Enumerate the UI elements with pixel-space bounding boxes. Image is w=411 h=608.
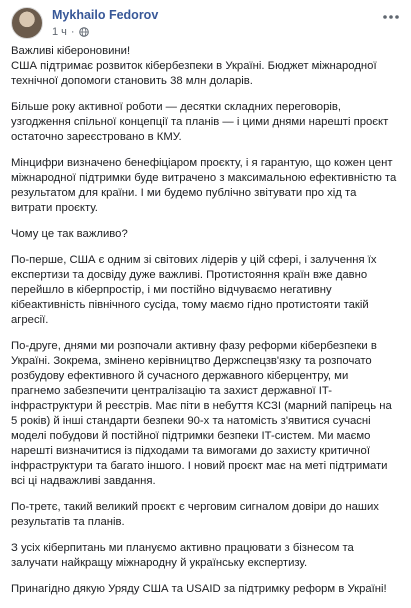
- author-avatar[interactable]: [11, 7, 43, 39]
- post-paragraph-7: По-третє, такий великий проєкт є черговим сигналом довіри до наших результатів та планів.: [11, 501, 379, 528]
- post-paragraph-9: Принагідно дякую Уряду США та USAID за підтримку реформ в Україні!: [11, 583, 387, 595]
- post-paragraph-1: Важливі кібероновини! США підтримає розвиток кібербезпеки в Україні. Бюджет міжнародної технічної допомоги становить 38 млн доларів.: [11, 45, 377, 87]
- more-options-icon[interactable]: [382, 13, 400, 21]
- post-paragraph-2: Більше року активної роботи — десятки складних переговорів, узгодження спільної концепції та планів — і цими днями нарешті проєкт остаточно зареєстровано в КМУ.: [11, 101, 389, 143]
- post-time[interactable]: 1 ч: [52, 25, 67, 38]
- post-subline: [52, 27, 158, 38]
- globe-icon[interactable]: [79, 27, 89, 37]
- post-body: [11, 44, 400, 608]
- separator-dot: ·: [70, 25, 75, 38]
- post-meta: [52, 8, 158, 38]
- post-paragraph-5: По-перше, США є одним зі світових лідерів у цій сфері, і залучення їх експертизи та досвіду дуже важливі. Протистояння країн вже давно перейшло в кіберпростір, і ми постійно відчуваємо негативну кібеактивність північного сусіда, тому маємо гідно протистояти такій агресії.: [11, 254, 377, 326]
- post-paragraph-4: Чому це так важливо?: [11, 228, 128, 240]
- post-paragraph-8: З усіх кіберпитань ми плануємо активно працювати з бізнесом та залучати найкращу міжнародну й українську експертизу.: [11, 542, 354, 569]
- post-paragraph-6: По-друге, днями ми розпочали активну фазу реформи кібербезпеки в Україні. Зокрема, змінено керівництво Держспецзв'язку та розпочато розбудову ефективного й сучасного державного кіберцентру, ми прагнемо забезпечити централізацію та захист державної IT-інфраструктури й реєстрів. Має піти в небуття КСЗІ (марний папірець на 5 років) й інші стандарти безпеки 90-х та натомість з'явитися сучасні моделі побудови й постійної підтримки безпеки IT-систем. Ми маємо нарешті визначитися із підходами та вимогами до захисту критичної інфраструктури та багато іншого. І новий проєкт має на меті підтримати всі ці надважливі завдання.: [11, 340, 392, 487]
- author-name[interactable]: Mykhailo Fedorov: [52, 8, 159, 23]
- post-header: [11, 6, 158, 40]
- post-paragraph-3: Мінцифри визначено бенефіціаром проєкту, і я гарантую, що кожен цент міжнародної підтримки буде витрачено з максимальною ефективністю та результатом для країни. І ми будемо публічно звітувати про хід та витрати проєкту.: [11, 157, 397, 214]
